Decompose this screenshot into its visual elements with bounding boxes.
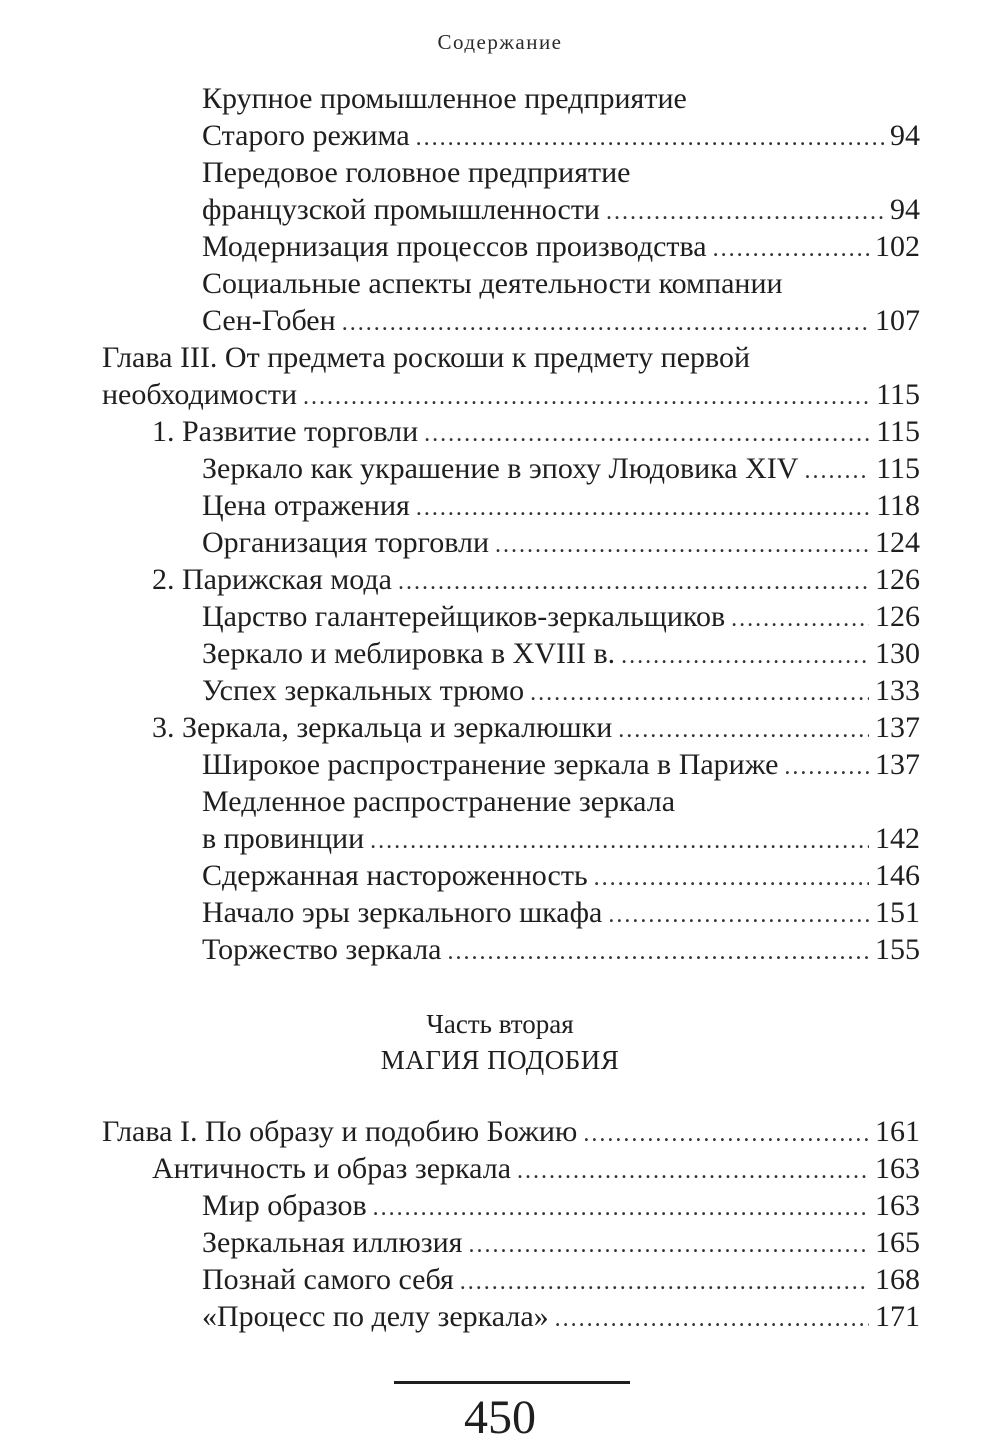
toc-entry-page: 155: [875, 933, 920, 966]
toc-entry-title: Медленное распространение зеркала: [202, 785, 676, 818]
toc-entry: [202, 783, 1000, 820]
toc-entry: [202, 117, 1000, 154]
toc-entry-page: 124: [875, 526, 920, 559]
dot-leader: [618, 712, 869, 749]
toc-entry: [102, 376, 1000, 413]
dot-leader: [416, 120, 884, 157]
toc-entry-title: Сен-Гобен: [202, 304, 336, 337]
part-label: Часть вторая: [426, 1009, 574, 1039]
toc-entry: [152, 561, 1000, 598]
toc-entry: [202, 228, 1000, 265]
toc-entry-title: Зеркальная иллюзия: [202, 1226, 463, 1259]
toc-entry-title: Мир образов: [202, 1189, 367, 1222]
toc-entry-page: 118: [876, 489, 920, 522]
footer-rule: [394, 1381, 630, 1384]
toc-entry-title: 3. Зеркала, зеркальца и зеркалюшки: [152, 711, 613, 744]
toc-entry-title: в провинции: [202, 822, 365, 855]
dot-leader: [784, 749, 869, 786]
toc-entry-row: [152, 561, 920, 601]
toc-entry-page: 94: [890, 193, 920, 226]
toc-entry: [152, 1150, 1000, 1187]
dot-leader: [804, 453, 870, 490]
dot-leader: [468, 1227, 869, 1264]
toc-entry: [202, 1261, 1000, 1298]
dot-leader: [583, 1116, 869, 1153]
part-title: МАГИЯ ПОДОБИЯ: [380, 1045, 620, 1075]
dot-leader: [448, 934, 869, 971]
dot-leader: [731, 601, 869, 638]
toc-entry-title: Глава III. От предмета роскоши к предмету первой: [102, 341, 751, 374]
toc-entry-row: [202, 931, 920, 971]
toc-entry-title: Торжество зеркала: [202, 933, 442, 966]
toc-entry-page: 115: [876, 415, 920, 448]
toc-entry-page: 115: [876, 452, 920, 485]
toc-entry: [202, 1187, 1000, 1224]
toc-entry-title: Глава I. По образу и подобию Божию: [102, 1115, 578, 1148]
toc-entry-row: [202, 1298, 920, 1338]
toc-entry-page: 171: [875, 1300, 920, 1333]
toc-entry-title: «Процесс по делу зеркала»: [202, 1300, 549, 1333]
toc-entry-row: [202, 635, 920, 675]
toc-entry: [152, 413, 1000, 450]
toc-entry: [202, 746, 1000, 783]
dot-leader: [517, 1153, 869, 1190]
toc-entry-page: 163: [875, 1189, 920, 1222]
toc-entry-row: [202, 191, 920, 231]
toc-entry-row: [202, 117, 920, 157]
toc-entry-row: [202, 302, 920, 342]
part-heading: [0, 1005, 1000, 1077]
toc-entry: [202, 931, 1000, 968]
dot-leader: [594, 860, 869, 897]
toc-entry-title: Широкое распространение зеркала в Париже: [202, 748, 779, 781]
toc-entry: [202, 302, 1000, 339]
toc-entry: [202, 265, 1000, 302]
toc-entry: [202, 598, 1000, 635]
toc-entry-row: [152, 413, 920, 453]
toc-entry: [202, 820, 1000, 857]
toc-entry-title: Сдержанная настороженность: [202, 859, 588, 892]
toc-entry-title: французской промышленности: [202, 193, 600, 226]
toc-entry-row: [202, 746, 920, 786]
toc-entry-title: Старого режима: [202, 119, 410, 152]
toc-entry-page: 151: [875, 896, 920, 929]
toc-entry-row: [202, 857, 920, 897]
toc-entry: [202, 80, 1000, 117]
toc-entry-page: 94: [890, 119, 920, 152]
toc-entry-page: 126: [875, 600, 920, 633]
toc-entry-row: [152, 709, 920, 749]
toc-entry-title: Цена отражения: [202, 489, 410, 522]
toc-entry-row: [202, 228, 920, 268]
toc-section-part-one: [0, 80, 1000, 968]
toc-entry-title: необходимости: [102, 378, 298, 411]
toc-entry: [202, 191, 1000, 228]
toc-entry-row: [102, 1113, 920, 1153]
toc-entry-row: [202, 487, 920, 527]
toc-entry-title: 1. Развитие торговли: [152, 415, 419, 448]
toc-entry: [102, 1113, 1000, 1150]
toc-entry-title: Организация торговли: [202, 526, 490, 559]
toc-entry: [202, 894, 1000, 931]
toc-entry: [202, 450, 1000, 487]
dot-leader: [530, 675, 869, 712]
toc-entry: [202, 1224, 1000, 1261]
toc-entry-page: 137: [875, 748, 920, 781]
toc-entry-page: 146: [875, 859, 920, 892]
toc-entry-title: 2. Парижская мода: [152, 563, 392, 596]
toc-entry-title: Крупное промышленное предприятие: [202, 82, 687, 115]
dot-leader: [460, 1264, 869, 1301]
toc-entry-page: 165: [875, 1226, 920, 1259]
toc-entry-row: [202, 598, 920, 638]
toc-entry: [202, 154, 1000, 191]
toc-entry: [202, 487, 1000, 524]
toc-entry: [202, 857, 1000, 894]
dot-leader: [606, 194, 884, 231]
page-number: 450: [464, 1391, 536, 1444]
toc-entry-title: Зеркало и меблировка в XVIII в.: [202, 637, 616, 670]
dot-leader: [608, 897, 869, 934]
toc-entry-page: 161: [875, 1115, 920, 1148]
toc-entry-page: 115: [876, 378, 920, 411]
toc-entry-page: 142: [875, 822, 920, 855]
toc-entry-row: [202, 1187, 920, 1227]
toc-entry: [152, 709, 1000, 746]
toc-entry-page: 133: [875, 674, 920, 707]
toc-entry-title: Царство галантерейщиков-зеркальщиков: [202, 600, 726, 633]
dot-leader: [398, 564, 869, 601]
toc-entry-row: [202, 820, 920, 860]
toc-entry-row: [202, 1261, 920, 1301]
toc-entry-page: 130: [875, 637, 920, 670]
toc-section-part-two: [0, 1113, 1000, 1335]
toc-entry-title: Передовое головное предприятие: [202, 156, 631, 189]
dot-leader: [713, 231, 869, 268]
toc-entry-row: [202, 524, 920, 564]
toc-entry: [202, 1298, 1000, 1335]
toc-entry: [202, 672, 1000, 709]
dot-leader: [303, 379, 870, 416]
toc-entry-page: 168: [875, 1263, 920, 1296]
dot-leader: [621, 638, 869, 675]
toc-entry-title: Модернизация процессов производства: [202, 230, 707, 263]
toc-entry-title: Социальные аспекты деятельности компании: [202, 267, 783, 300]
toc-entry-title: Античность и образ зеркала: [152, 1152, 512, 1185]
toc-entry: [102, 339, 1000, 376]
toc-entry-row: [202, 894, 920, 934]
toc-entry-title: Зеркало как украшение в эпоху Людовика XIV: [202, 452, 799, 485]
toc-entry: [202, 524, 1000, 561]
dot-leader: [424, 416, 870, 453]
toc-entry-row: [102, 376, 920, 416]
dot-leader: [495, 527, 869, 564]
toc-entry-row: [202, 450, 920, 490]
toc-entry-page: 126: [875, 563, 920, 596]
toc-entry-page: 163: [875, 1152, 920, 1185]
toc-entry-title: Успех зеркальных трюмо: [202, 674, 525, 707]
toc-entry-page: 107: [875, 304, 920, 337]
dot-leader: [416, 490, 870, 527]
running-head: Содержание: [437, 30, 563, 54]
toc-entry-page: 102: [875, 230, 920, 263]
toc-entry-title: Начало эры зеркального шкафа: [202, 896, 603, 929]
dot-leader: [342, 305, 869, 342]
toc-entry-page: 137: [875, 711, 920, 744]
dot-leader: [373, 1190, 869, 1227]
toc-entry-row: [202, 672, 920, 712]
toc-entry-row: [152, 1150, 920, 1190]
toc-entry: [202, 635, 1000, 672]
toc-entry-title: Познай самого себя: [202, 1263, 454, 1296]
dot-leader: [370, 823, 869, 860]
dot-leader: [555, 1301, 869, 1338]
toc-entry-row: [202, 1224, 920, 1264]
